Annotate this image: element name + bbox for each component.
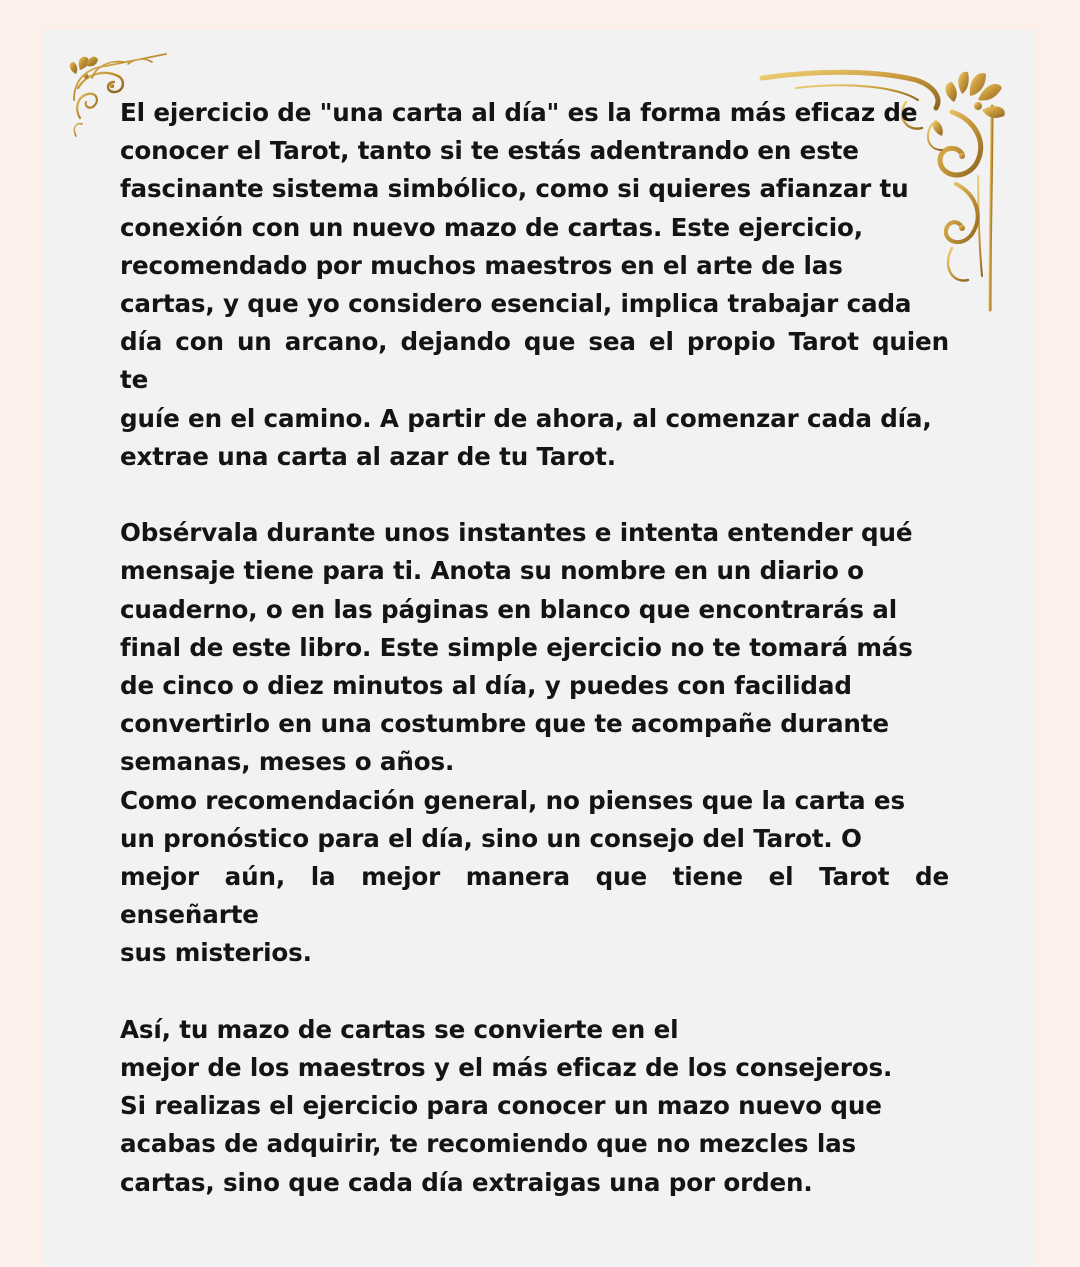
- text-line: acabas de adquirir, te recomiendo que no mezcles las: [120, 1129, 857, 1159]
- word: manera: [465, 862, 570, 892]
- text-line: cartas, y que yo considero esencial, implica trabajar cada: [120, 289, 912, 319]
- word: Tarot: [819, 862, 890, 892]
- word: mejor: [361, 862, 441, 892]
- word: aún,: [224, 862, 286, 892]
- word: la: [310, 862, 336, 892]
- word: el: [648, 327, 674, 357]
- word: un: [236, 327, 272, 357]
- text-line: te: [120, 365, 149, 395]
- text-line: un pronóstico para el día, sino un consejo del Tarot. O: [120, 823, 862, 853]
- word: tiene: [672, 862, 743, 892]
- text-line: Si realizas el ejercicio para conocer un mazo nuevo que: [120, 1091, 882, 1121]
- text-line: Así, tu mazo de cartas se convierte en el: [120, 1014, 679, 1044]
- text-line: enseñarte: [120, 900, 259, 930]
- word: propio: [686, 327, 776, 357]
- text-line: El ejercicio de "una carta al día" es la forma más eficaz de: [120, 98, 918, 127]
- word: día: [120, 327, 163, 357]
- justified-text-line: [120, 323, 949, 361]
- paragraph-3: [120, 1011, 949, 1202]
- word: que: [595, 862, 647, 892]
- word: Tarot: [788, 327, 859, 357]
- text-line: de cinco o diez minutos al día, y puedes con facilidad: [120, 671, 852, 701]
- body-text: [120, 94, 949, 1202]
- word: dejando: [400, 327, 511, 357]
- text-line: guíe en el camino. A partir de ahora, al comenzar cada día,: [120, 403, 932, 433]
- text-line: mejor de los maestros y el más eficaz de los consejeros.: [120, 1053, 893, 1083]
- text-line: final de este libro. Este simple ejercicio no te tomará más: [120, 632, 913, 662]
- text-line: convertirlo en una costumbre que te acompañe durante: [120, 709, 889, 739]
- text-line: semanas, meses o años.: [120, 747, 455, 777]
- paragraph-2: [120, 514, 949, 972]
- paragraph-spacer: [120, 973, 949, 1011]
- justified-text-line: [120, 858, 949, 896]
- word: con: [175, 327, 224, 357]
- word: de: [914, 862, 949, 892]
- text-line: extrae una carta al azar de tu Tarot.: [120, 441, 616, 471]
- word: mejor: [120, 862, 200, 892]
- text-line: mensaje tiene para ti. Anota su nombre en un diario o: [120, 556, 864, 586]
- text-line: sus misterios.: [120, 938, 312, 968]
- paragraph-1: [120, 94, 949, 476]
- text-line: Como recomendación general, no pienses que la carta es: [120, 785, 905, 815]
- paragraph-spacer: [120, 476, 949, 514]
- text-line: conexión con un nuevo mazo de cartas. Este ejercicio,: [120, 212, 863, 242]
- text-line: fascinante sistema simbólico, como si quieres afianzar tu: [120, 174, 909, 204]
- text-line: cartas, sino que cada día extraigas una por orden.: [120, 1167, 813, 1197]
- word: sea: [588, 327, 636, 357]
- book-page: [44, 30, 1035, 1267]
- word: que: [523, 327, 576, 357]
- word: el: [768, 862, 794, 892]
- word: arcano,: [284, 327, 388, 357]
- word: quien: [871, 327, 949, 357]
- text-line: cuaderno, o en las páginas en blanco que encontrarás al: [120, 594, 898, 624]
- text-line: conocer el Tarot, tanto si te estás adentrando en este: [120, 136, 859, 166]
- text-line: Obsérvala durante unos instantes e intenta entender qué: [120, 518, 913, 548]
- text-line: recomendado por muchos maestros en el arte de las: [120, 250, 843, 280]
